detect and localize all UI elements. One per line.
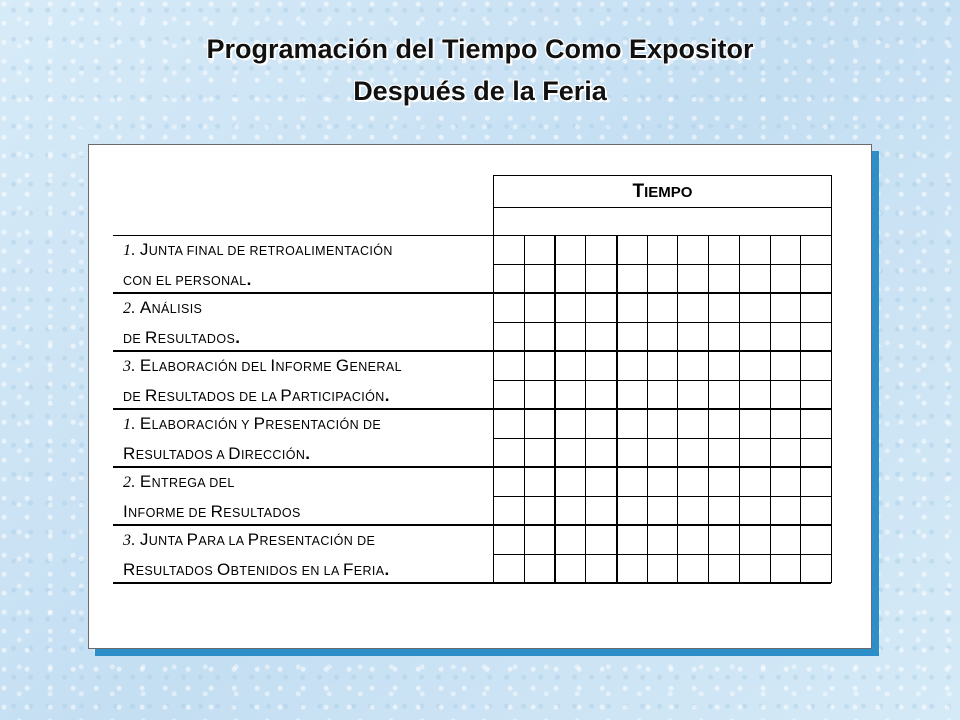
task-number: 3.	[123, 532, 136, 549]
task-number: 2.	[123, 300, 136, 317]
grid-line-major	[113, 582, 831, 584]
grid-line-major	[113, 292, 831, 294]
task-text: UNTA FINAL DE RETROALIMENTACIÓN	[148, 244, 393, 258]
time-column-line	[677, 235, 678, 583]
task-1-line1	[123, 240, 393, 260]
task-initial: A	[139, 298, 152, 317]
task-text: DE	[123, 390, 146, 404]
task-period: .	[305, 444, 311, 463]
time-column-line	[708, 235, 709, 583]
grid-line	[493, 175, 494, 583]
time-column-line	[524, 235, 525, 583]
task-initial: P	[253, 414, 266, 433]
task-initial: R	[145, 386, 158, 405]
task-initial: R	[123, 560, 136, 579]
task-text: ARA LA	[198, 534, 248, 548]
task-3-line2	[123, 386, 390, 406]
grid-line	[493, 380, 831, 381]
task-number: 3.	[123, 358, 136, 375]
grid-line-major	[113, 350, 831, 352]
task-number: 1.	[123, 242, 136, 259]
task-initial: P	[247, 530, 260, 549]
grid-line	[493, 438, 831, 439]
task-number: 1.	[123, 416, 136, 433]
task-5-line2	[123, 502, 301, 522]
grid-line	[493, 554, 831, 555]
task-initial: I	[270, 356, 276, 375]
task-period: .	[235, 328, 241, 347]
task-text: CON EL PERSONAL	[123, 274, 247, 288]
time-header: TIEMPO	[632, 181, 693, 202]
task-text: LABORACIÓN DEL	[151, 360, 271, 374]
task-4-line1	[123, 414, 381, 434]
task-initial: P	[186, 530, 199, 549]
task-initial: R	[210, 502, 224, 521]
page-subtitle: Después de la Feria	[353, 76, 607, 106]
task-initial: D	[228, 444, 241, 463]
grid-line	[493, 264, 831, 265]
grid-line	[493, 322, 831, 323]
task-text: LABORACIÓN Y	[151, 418, 254, 432]
task-initial: E	[139, 472, 152, 491]
task-text: BTENIDOS EN LA	[230, 564, 343, 578]
task-text: RESENTACIÓN DE	[259, 534, 376, 548]
task-text: ESULTADOS	[135, 564, 218, 578]
time-column-line	[585, 235, 586, 583]
task-initial: J	[139, 530, 149, 549]
task-text: IRECCIÓN	[240, 448, 306, 462]
task-6-line1	[123, 530, 375, 550]
task-initial: J	[139, 240, 149, 259]
grid-line	[493, 496, 831, 497]
task-initial: G	[335, 356, 350, 375]
grid-line-major	[113, 408, 831, 410]
task-initial: E	[139, 356, 152, 375]
task-text: NFORME DE	[128, 506, 211, 520]
grid-line-major	[113, 524, 831, 526]
task-text: DE	[123, 332, 146, 346]
task-6-line2	[123, 560, 390, 580]
task-text: NÁLISIS	[151, 302, 203, 316]
task-text: ESULTADOS	[223, 506, 301, 520]
task-text: UNTA	[148, 534, 187, 548]
task-period: .	[246, 270, 252, 289]
time-column-line	[800, 235, 801, 583]
task-period: .	[384, 386, 390, 405]
grid-line-major	[113, 466, 831, 468]
task-text: ESULTADOS A	[135, 448, 229, 462]
task-initial: I	[123, 502, 129, 521]
page-title: Programación del Tiempo Como Expositor	[206, 34, 754, 64]
grid-line	[493, 175, 831, 176]
task-period: .	[384, 560, 390, 579]
task-text: ESULTADOS	[157, 332, 236, 346]
time-column-line	[647, 235, 648, 583]
time-column-line	[770, 235, 771, 583]
task-text: ESULTADOS DE LA	[157, 390, 281, 404]
task-initial: P	[280, 386, 293, 405]
task-1-line2	[123, 270, 252, 290]
time-column-line	[739, 235, 740, 583]
task-number: 2.	[123, 474, 136, 491]
task-5-line1	[123, 472, 235, 492]
task-text: ENERAL	[349, 360, 402, 374]
task-text: RESENTACIÓN DE	[265, 418, 382, 432]
schedule-card	[88, 144, 872, 649]
task-initial: R	[145, 328, 158, 347]
task-2-line1	[123, 298, 202, 318]
task-2-line2	[123, 328, 240, 348]
task-text: NTREGA DEL	[151, 476, 235, 490]
grid-line	[493, 207, 831, 208]
time-column-line	[554, 235, 556, 583]
task-text: ARTICIPACIÓN	[292, 390, 385, 404]
task-text: NFORME	[275, 360, 336, 374]
task-3-line1	[123, 356, 402, 376]
task-initial: F	[342, 560, 354, 579]
task-initial: E	[139, 414, 152, 433]
task-initial: O	[217, 560, 231, 579]
grid-line	[113, 235, 831, 236]
task-text: ERIA	[353, 564, 385, 578]
grid-line	[831, 175, 832, 583]
time-column-line	[616, 235, 618, 583]
task-4-line2	[123, 444, 310, 464]
task-initial: R	[123, 444, 136, 463]
